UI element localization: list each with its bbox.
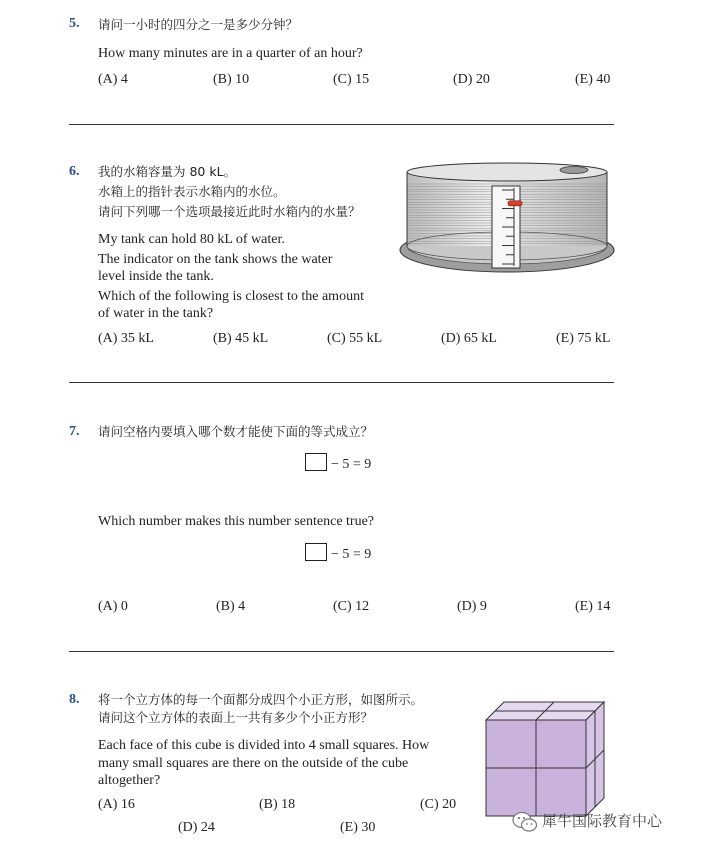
question-5-english: How many minutes are in a quarter of an hour?: [98, 46, 363, 61]
divider: [69, 651, 614, 652]
q8-option-b[interactable]: (B) 18: [259, 797, 296, 812]
q8-option-d[interactable]: (D) 24: [178, 820, 215, 835]
q7-option-c[interactable]: (C) 12: [333, 599, 370, 614]
answer-blank-box: [305, 543, 327, 561]
question-7-number: 7.: [69, 424, 80, 439]
question-7-english: Which number makes this number sentence true?: [98, 514, 375, 529]
question-8-chinese-line-2: 请问这个立方体的表面上一共有多少个小正方形？: [98, 710, 374, 725]
q8-option-a[interactable]: (A) 16: [98, 797, 135, 812]
q7-option-e[interactable]: (E) 14: [575, 599, 611, 614]
question-6-chinese-line-3: 请问下列哪一个选项最接近此时水箱内的水量？: [98, 204, 361, 219]
question-6-english-line-4: Which of the following is closest to the amount: [98, 289, 364, 304]
question-7-chinese: 请问空格内要填入哪个数才能使下面的等式成立？: [98, 424, 374, 439]
q6-option-e[interactable]: (E) 75 kL: [556, 331, 611, 346]
q6-option-d[interactable]: (D) 65 kL: [441, 331, 497, 346]
q5-option-b[interactable]: (B) 10: [213, 72, 250, 87]
question-6-chinese-line-1: 我的水箱容量为 80 kL。: [98, 164, 237, 179]
q5-option-e[interactable]: (E) 40: [575, 72, 611, 87]
answer-blank-box: [305, 453, 327, 471]
question-6-english-line-5: of water in the tank?: [98, 306, 214, 321]
q6-option-c[interactable]: (C) 55 kL: [327, 331, 383, 346]
question-8-number: 8.: [69, 692, 80, 707]
watermark-text: 犀牛国际教育中心: [542, 812, 663, 830]
divider: [69, 382, 614, 383]
question-5-number: 5.: [69, 16, 80, 31]
question-6-english-line-1: My tank can hold 80 kL of water.: [98, 232, 285, 247]
q7-option-b[interactable]: (B) 4: [216, 599, 246, 614]
question-6-english-line-2: The indicator on the tank shows the water: [98, 252, 333, 267]
q7-option-a[interactable]: (A) 0: [98, 599, 128, 614]
question-6-number: 6.: [69, 164, 80, 179]
question-5-chinese: 请问一小时的四分之一是多少分钟？: [98, 17, 299, 32]
cube-illustration: [484, 700, 606, 818]
equation-chinese: [305, 453, 371, 473]
equation-english: [305, 543, 371, 563]
q6-option-a[interactable]: (A) 35 kL: [98, 331, 154, 346]
equation-text: − 5 = 9: [331, 457, 372, 472]
question-8-english-line-1: Each face of this cube is divided into 4 small squares. How: [98, 738, 430, 753]
question-6-english-line-3: level inside the tank.: [98, 269, 214, 284]
q8-option-e[interactable]: (E) 30: [340, 820, 376, 835]
question-8-english-line-3: altogether?: [98, 773, 161, 788]
question-6-chinese-line-2: 水箱上的指针表示水箱内的水位。: [98, 184, 286, 199]
q5-option-c[interactable]: (C) 15: [333, 72, 370, 87]
q8-option-c[interactable]: (C) 20: [420, 797, 457, 812]
q7-option-d[interactable]: (D) 9: [457, 599, 487, 614]
wechat-icon: [512, 811, 538, 833]
watermark: [512, 810, 662, 833]
water-level-marker: [508, 201, 522, 206]
q5-option-d[interactable]: (D) 20: [453, 72, 490, 87]
question-8-english-line-2: many small squares are there on the outside of the cube: [98, 756, 409, 771]
equation-text: − 5 = 9: [331, 547, 372, 562]
question-8-chinese-line-1: 将一个立方体的每一个面都分成四个小正方形，如图所示。: [98, 692, 424, 707]
water-tank-illustration: [398, 160, 616, 275]
q5-option-a[interactable]: (A) 4: [98, 72, 128, 87]
divider: [69, 124, 614, 125]
q6-option-b[interactable]: (B) 45 kL: [213, 331, 269, 346]
